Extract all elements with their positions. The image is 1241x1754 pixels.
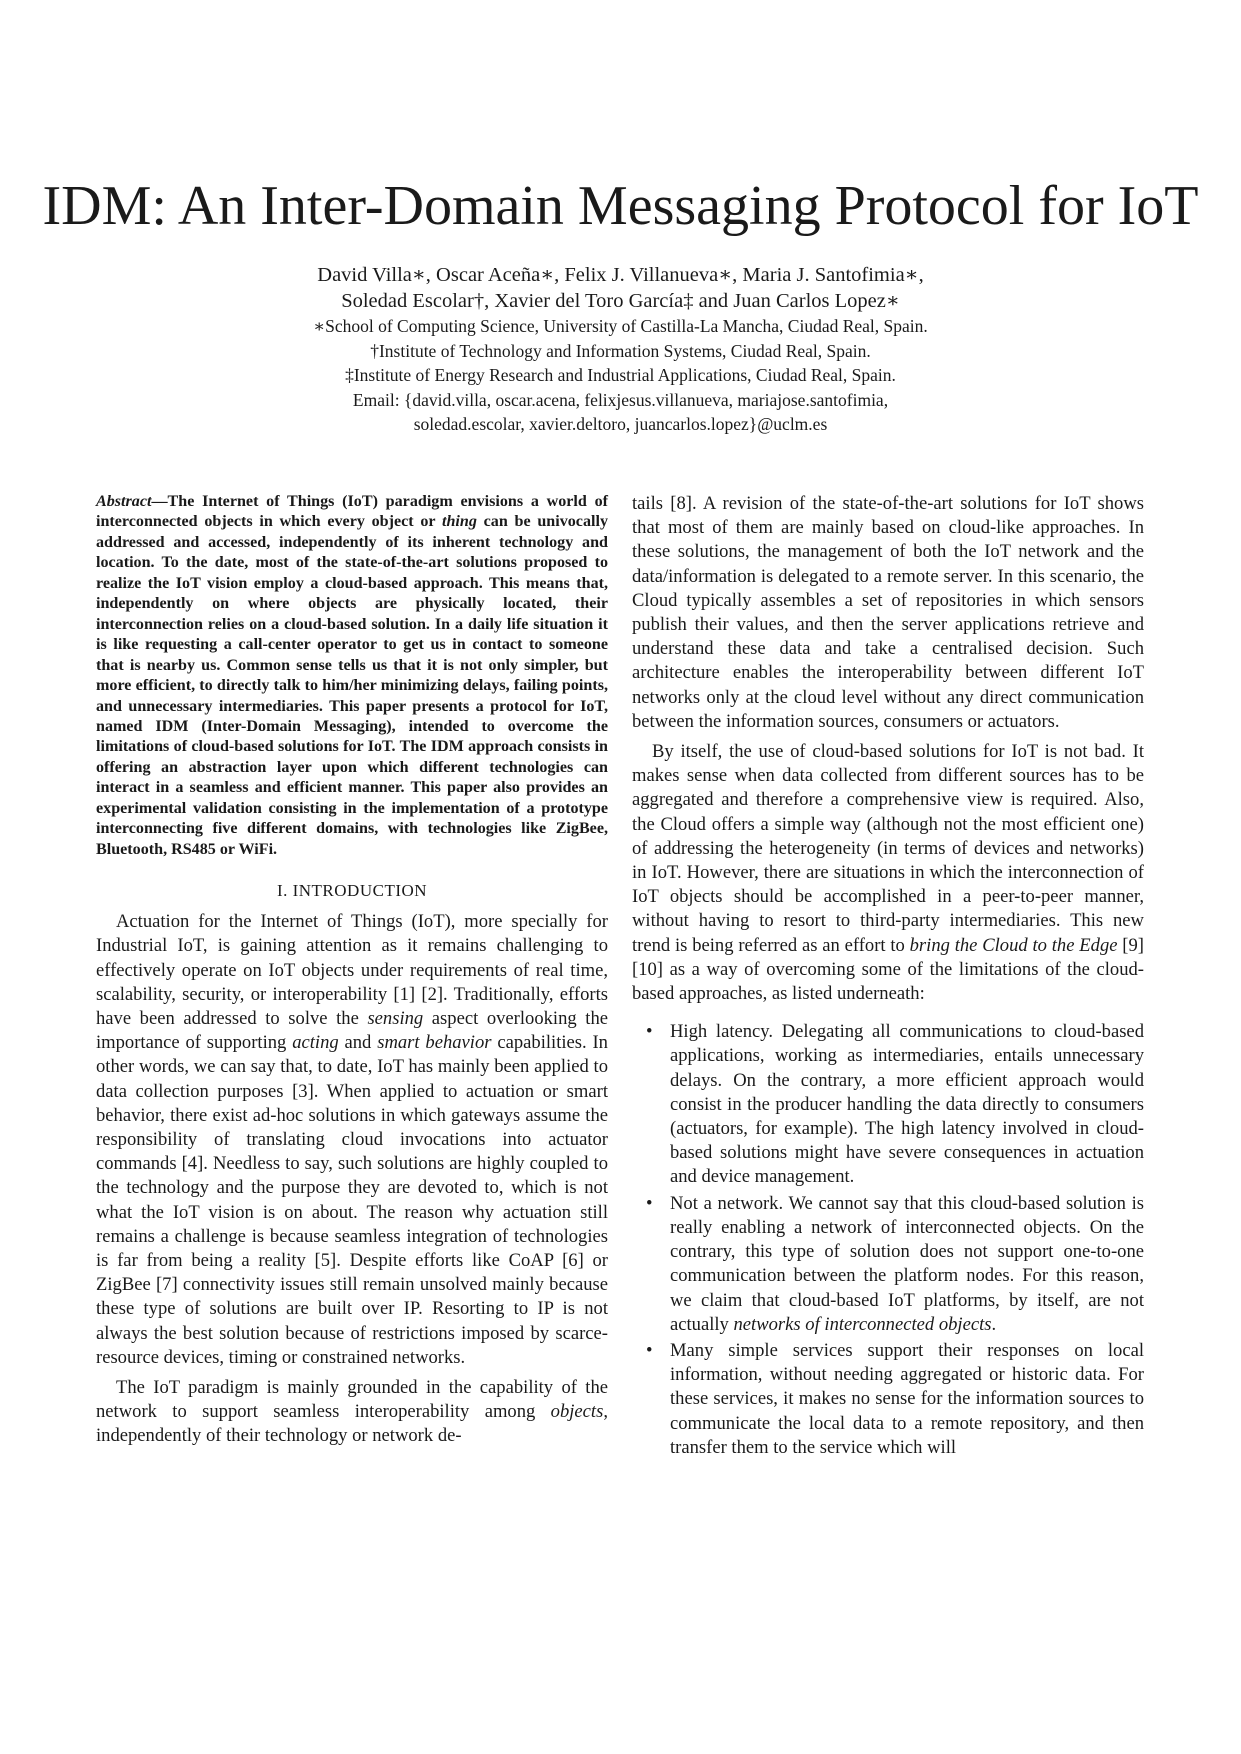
affiliation-1: ∗School of Computing Science, University of Castilla-La Mancha, Ciudad Real, Spain.: [313, 316, 928, 336]
p1-text-a: Actuation for the Internet of Things (IoT), more specially for Industrial IoT, is gaining attention as it remains challenging to effectively operate on IoT objects under requirements of real time, scalability, security, or interoperability [1] [2]. Traditionally, efforts have been addressed to solve the: [96, 911, 608, 1029]
p2-text-a: The IoT paradigm is mainly grounded in the capability of the network to support seamless interoperability among: [96, 1377, 608, 1423]
list-item-text-end: .: [991, 1313, 997, 1335]
bullet-icon: •: [646, 1021, 653, 1043]
bullet-icon: •: [646, 1192, 653, 1214]
p2-text-b-right: tails [8]. A revision of the state-of-the-art solutions for IoT shows that most of them are mainly based on cloud-like approaches. In these solutions, the management of both the IoT network and the data/information is delegated to a remote server. In this scenario, the Cloud typically assembles a set of repositories in which sensors publish their values, and then the server applications retrieve and understand these data and take a centralised decision. Such architecture enables the interoperability between different IoT networks only at the cloud level without any direct communication between the information sources, consumers or actuators.: [632, 493, 1144, 732]
abstract-label: Abstract: [96, 493, 152, 510]
affiliation-3: ‡Institute of Energy Research and Industrial Applications, Ciudad Real, Spain.: [345, 365, 896, 385]
author-block: [0, 262, 1241, 437]
list-item-text: Many simple services support their responses on local information, without needing aggregated or historic data. For these services, it makes no sense for the information sources to communicate the local data to a remote repository, and then transfer them to the service which will: [670, 1339, 1144, 1458]
p3-text-b: [9] [10] as a way of overcoming some of the limitations of the cloud-based approaches, as listed underneath:: [632, 934, 1144, 1005]
intro-paragraph-2-start: [96, 1376, 608, 1449]
authors-line-1: David Villa∗, Oscar Aceña∗, Felix J. Villanueva∗, Maria J. Santofimia∗,: [317, 264, 924, 286]
p3-emphasis-edge: bring the Cloud to the Edge: [909, 934, 1118, 956]
p1-emphasis-acting: acting: [292, 1032, 339, 1054]
list-item-text: Not a network. We cannot say that this cloud-based solution is really enabling a network of interconnected objects. On the contrary, this type of solution does not support one-to-one communication between the platform nodes. For this reason, we claim that cloud-based IoT platforms, by itself, are not actually: [670, 1192, 1144, 1335]
p1-text-d: capabilities. In other words, we can say that, to date, IoT has mainly been applied to data collection purposes [3]. When applied to actuation or smart behavior, there exist ad-hoc solutions in which gateways assume the responsibility of translating cloud invocations into actuator commands [4]. Needless to say, such solutions are highly coupled to the technology and the purpose they are devoted to, which is not what the IoT vision is on about. The reason why actuation still remains a challenge is because seamless integration of technologies is far from being a reality [5]. Despite efforts like CoAP [6] or ZigBee [7] connectivity issues still remain unsolved mainly because these type of solutions are built over IP. Resorting to IP is not always the best solution because of restrictions imposed by scarce-resource devices, timing or constrained networks.: [96, 1032, 608, 1368]
p3-text-a: By itself, the use of cloud-based solutions for IoT is not bad. It makes sense when data collected from different sources has to be aggregated and therefore a comprehensive view is required. Also, the Cloud offers a simple way (although not the most efficient one) of addressing the heterogeneity (in terms of devices and networks) in IoT. However, there are situations in which the interconnection of IoT objects should be accomplished in a peer-to-peer manner, without having to resort to third-party intermediaries. This new trend is being referred as an effort to: [632, 741, 1144, 956]
abstract-text-2: can be univocally addressed and accessed, independently of its inherent technology and location. To the date, most of the state-of-the-art solutions proposed to realize the IoT vision employ a cloud-based approach. This means that, independently on where objects are physically located, their interconnection relies on a cloud-based solution. In a daily life situation it is like requesting a call-center operator to get us in contact to someone that is nearby us. Common sense tells us that it is not only simpler, but more efficient, to directly talk to him/her minimizing delays, failing points, and unnecessary intermediaries. This paper presents a protocol for IoT, named IDM (Inter-Domain Messaging), intended to overcome the limitations of cloud-based solutions for IoT. The IDM approach consists in offering an abstraction layer upon which different technologies can interact in a seamless and efficient manner. This paper also provides an experimental validation consisting in the implementation of a prototype interconnecting five different domains, with technologies like ZigBee, Bluetooth, RS485 or WiFi.: [96, 513, 608, 858]
p1-text-c: and: [338, 1032, 378, 1054]
paper-title: IDM: An Inter-Domain Messaging Protocol for IoT: [42, 175, 1199, 237]
list-item: [646, 1192, 1144, 1337]
intro-paragraph-3: [632, 740, 1144, 1006]
p1-emphasis-smart: smart behavior: [377, 1032, 492, 1054]
list-item: [646, 1339, 1144, 1460]
bullet-icon: •: [646, 1339, 653, 1361]
affiliation-2: †Institute of Technology and Information Systems, Ciudad Real, Spain.: [370, 340, 871, 361]
intro-paragraph-2-cont: [632, 492, 1144, 734]
intro-paragraph-1: [96, 910, 608, 1370]
list-item-text: High latency. Delegating all communications to cloud-based applications, working as intermediaries, entails unnecessary delays. On the contrary, a more efficient approach would consist in the producer handling the data directly to consumers (actuators, for example). The high latency involved in cloud-based solutions might have severe consequences in actuation and device management.: [670, 1021, 1144, 1188]
email-line-1: Email: {david.villa, oscar.acena, felixjesus.villanueva, mariajose.santofimia,: [352, 389, 889, 410]
section-heading-introduction: I. INTRODUCTION: [276, 881, 428, 901]
email-line-2: soledad.escolar, xavier.deltoro, juancarlos.lopez}@uclm.es: [413, 414, 828, 434]
p1-emphasis-sensing: sensing: [367, 1007, 424, 1029]
list-item-emphasis: networks of interconnected objects: [733, 1313, 992, 1335]
abstract: [96, 492, 608, 860]
p2-text-b-left: , independently of their technology or network de-: [96, 1401, 608, 1447]
authors-line-2: Soledad Escolar†, Xavier del Toro García‡ and Juan Carlos Lopez∗: [341, 290, 900, 312]
abstract-emphasis: thing: [442, 513, 477, 531]
right-column: [632, 492, 1144, 1462]
limitations-list: [632, 1020, 1144, 1460]
p1-text-b: aspect overlooking the importance of supporting: [96, 1007, 608, 1054]
abstract-text-1: —The Internet of Things (IoT) paradigm envisions a world of interconnected objects in which every object or: [96, 493, 608, 531]
left-column: [96, 492, 608, 1455]
p2-emphasis-objects: objects: [550, 1401, 604, 1423]
list-item: [646, 1020, 1144, 1189]
